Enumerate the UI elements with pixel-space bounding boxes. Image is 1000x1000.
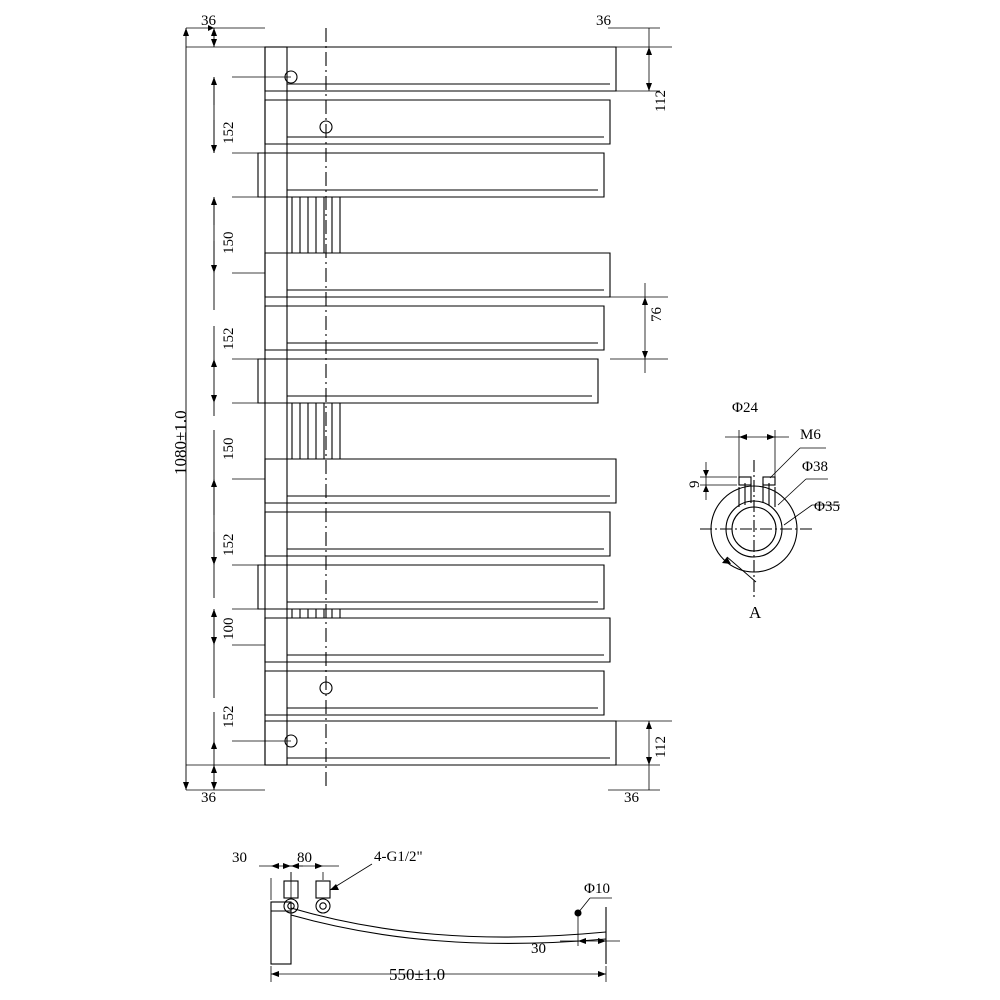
dim-detail-d24: Φ24 — [732, 400, 758, 416]
dim-hole-diameter: Φ10 — [584, 881, 610, 897]
dim-detail-d35: Φ35 — [814, 499, 840, 515]
dim-side-centers: 80 — [297, 850, 312, 866]
dim-overall-height: 1080±1.0 — [171, 410, 190, 475]
dim-spacing-2: 150 — [221, 231, 237, 254]
dim-side-offset-left: 30 — [232, 850, 247, 866]
dim-spacing-6: 100 — [221, 617, 237, 640]
label-connection-thread: 4-G1/2" — [374, 849, 423, 865]
dim-side-overall-width: 550±1.0 — [389, 965, 446, 984]
dim-hole-offset: 30 — [531, 941, 546, 957]
dim-spacing-7: 152 — [221, 705, 237, 728]
dim-detail-d38: Φ38 — [802, 459, 828, 475]
dim-spacing-4: 150 — [221, 437, 237, 460]
dim-bottom-margin-right: 36 — [624, 790, 639, 806]
dim-spacing-5: 152 — [221, 533, 237, 556]
dim-detail-m6: M6 — [800, 427, 821, 443]
detail-a-label: A — [749, 603, 762, 622]
dim-bottom-margin-left: 36 — [201, 790, 216, 806]
dim-bracket-bottom-offset: 112 — [653, 736, 669, 758]
dim-bracket-top-offset: 112 — [653, 90, 669, 112]
dim-rail-offset: 76 — [649, 307, 665, 322]
dim-spacing-3: 152 — [221, 327, 237, 350]
dim-top-margin-left: 36 — [201, 13, 216, 29]
dim-spacing-1: 152 — [221, 121, 237, 144]
dim-detail-9: 9 — [687, 480, 703, 488]
dim-top-margin-right: 36 — [596, 13, 611, 29]
